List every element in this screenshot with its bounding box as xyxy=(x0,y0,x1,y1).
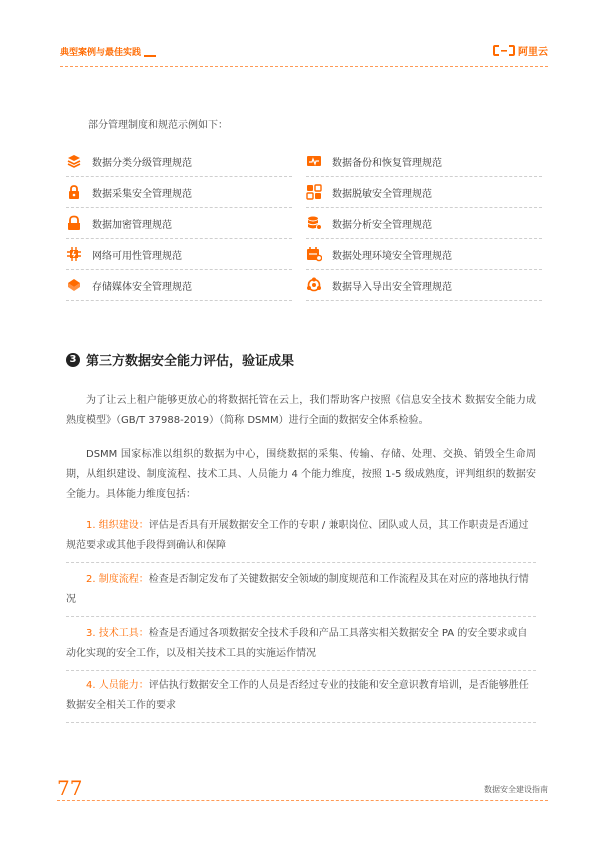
header-accent-bar xyxy=(144,55,156,57)
footer-divider xyxy=(57,800,548,801)
policy-item xyxy=(66,239,292,270)
policy-label: 数据脱敏安全管理规范 xyxy=(332,188,432,200)
import-export-icon xyxy=(306,277,322,293)
dimension-label: 1. 组织建设： xyxy=(86,520,149,531)
dimension-item xyxy=(66,570,536,617)
footer-book-title: 数据安全建设指南 xyxy=(484,785,548,794)
dimension-label: 3. 技术工具： xyxy=(86,628,149,639)
policy-grid xyxy=(66,146,542,301)
brand-logo xyxy=(493,43,548,58)
policy-label: 数据分类分级管理规范 xyxy=(92,157,192,169)
dimension-label: 2. 制度流程： xyxy=(86,574,149,585)
database-icon xyxy=(306,215,322,231)
calendar-process-icon xyxy=(306,246,322,262)
dimension-text: 检查是否通过各项数据安全技术手段和产品工具落实相关数据安全 PA 的安全要求或自动化实现的安全工作，以及相关技术工具的实施运作情况 xyxy=(66,628,528,659)
section-heading xyxy=(66,350,294,369)
policy-label: 数据备份和恢复管理规范 xyxy=(332,157,442,169)
network-icon xyxy=(66,246,82,262)
backup-monitor-icon xyxy=(306,153,322,169)
header-divider xyxy=(60,66,548,67)
dimension-text: 评估执行数据安全工作的人员是否经过专业的技能和安全意识教育培训，是否能够胜任数据安全相关工作的要求 xyxy=(66,680,529,711)
dimension-text: 评估是否具有开展数据安全工作的专职 / 兼职岗位、团队或人员，其工作职责是否通过规范要求或其他手段得到确认和保障 xyxy=(66,520,529,551)
storage-icon xyxy=(66,277,82,293)
policy-item xyxy=(306,239,542,270)
dimension-item xyxy=(66,676,536,723)
encrypt-lock-icon xyxy=(66,215,82,231)
layers-icon xyxy=(66,153,82,169)
policy-item xyxy=(306,177,542,208)
dimension-item xyxy=(66,624,536,671)
paragraph: DSMM 国家标准以组织的数据为中心，围绕数据的采集、传输、存储、处理、交换、销毁全生命周期，从组织建设、制度流程、技术工具、人员能力 4 个能力维度，按照 1-5 级成熟度，评判组织的数据安全能力。具体能力维度包括： xyxy=(66,449,536,500)
policy-item xyxy=(66,208,292,239)
policy-item xyxy=(66,177,292,208)
dimension-label: 4. 人员能力： xyxy=(86,680,149,691)
brand-name: 阿里云 xyxy=(518,47,548,58)
page-number: 77 xyxy=(57,776,83,800)
policy-label: 数据处理环境安全管理规范 xyxy=(332,250,452,262)
aliyun-logo-icon xyxy=(493,45,515,56)
policy-item xyxy=(66,270,292,301)
policy-label: 数据导入导出安全管理规范 xyxy=(332,281,452,293)
section-number-badge: 3 xyxy=(66,353,80,367)
dimension-item xyxy=(66,516,536,563)
header-section-title: 典型案例与最佳实践 xyxy=(60,48,142,58)
policy-label: 数据加密管理规范 xyxy=(92,219,172,231)
lock-icon xyxy=(66,184,82,200)
policy-item xyxy=(306,208,542,239)
policy-item xyxy=(306,146,542,177)
policy-label: 数据采集安全管理规范 xyxy=(92,188,192,200)
policy-label: 存储媒体安全管理规范 xyxy=(92,281,192,293)
section-title: 第三方数据安全能力评估，验证成果 xyxy=(86,354,295,369)
policy-label: 数据分析安全管理规范 xyxy=(332,219,432,231)
paragraph: 为了让云上租户能够更放心的将数据托管在云上，我们帮助客户按照《信息安全技术 数据安全能力成熟度模型》（GB/T 37988-2019）（简称 DSMM）进行全面的数据安全体系检验。 xyxy=(66,395,536,426)
policy-item xyxy=(306,270,542,301)
policy-label: 网络可用性管理规范 xyxy=(92,250,182,262)
policy-item xyxy=(66,146,292,177)
policy-intro: 部分管理制度和规范示例如下： xyxy=(88,120,228,131)
dimension-text: 检查是否制定发布了关键数据安全领域的制度规范和工作流程及其在对应的落地执行情况 xyxy=(66,574,529,605)
grid-mask-icon xyxy=(306,184,322,200)
